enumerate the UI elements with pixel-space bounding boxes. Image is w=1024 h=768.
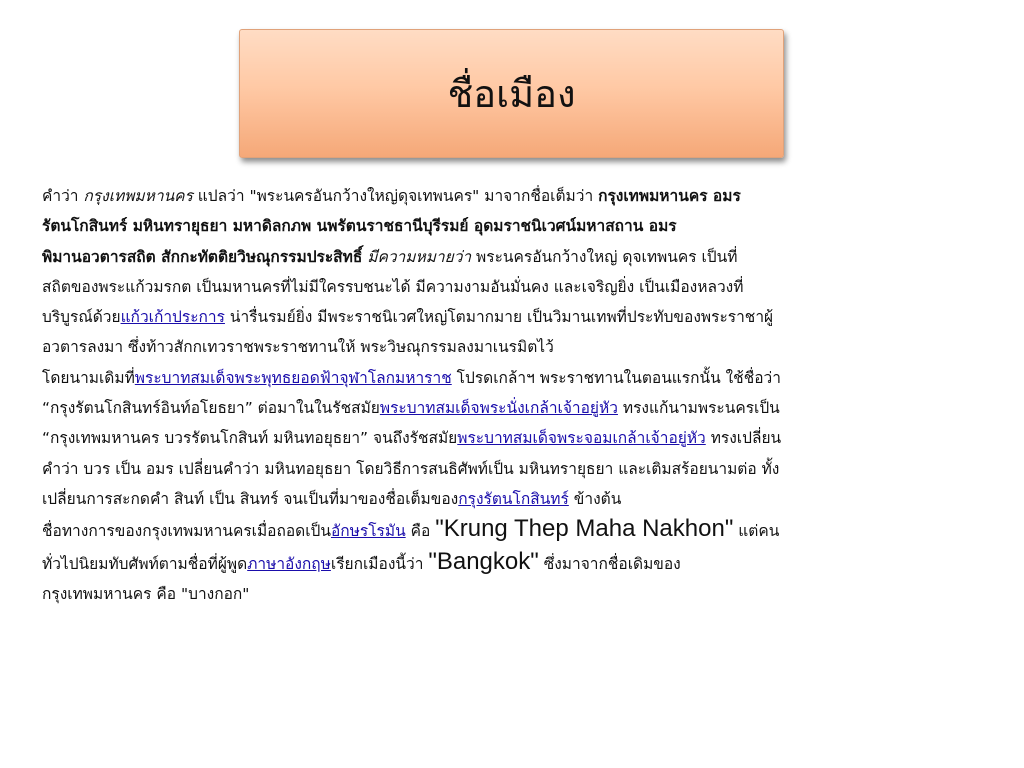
- romanized-name: "Krung Thep Maha Nakhon": [435, 515, 734, 543]
- text-run: คือ: [405, 522, 436, 541]
- link-rama-iii[interactable]: พระบาทสมเด็จพระนั่งเกล้าเจ้าอยู่หัว: [379, 399, 618, 418]
- text-run: โปรดเกล้าฯ พระราชทานในตอนแรกนั้น ใช้ชื่อว่า: [451, 368, 781, 387]
- body-text: [42, 181, 992, 609]
- text-line: [42, 393, 992, 423]
- text-line: สถิตของพระแก้วมรกต เป็นมหานครที่ไม่มีใครรบชนะได้ มีความงามอันมั่นคง และเจริญยิ่ง เป็นเมืองหลวงที่: [42, 277, 744, 296]
- text-run: “กรุงเทพมหานคร บวรรัตนโกสินท์ มหินทอยุธยา” จนถึงรัชสมัย: [42, 429, 458, 448]
- text-run: “กรุงรัตนโกสินทร์อินท์อโยธยา” ต่อมาในในรัชสมัย: [42, 399, 380, 418]
- text-run: ทรงแก้นามพระนครเป็น: [617, 399, 780, 418]
- english-name: "Bangkok": [428, 547, 539, 575]
- text-run: พระนครอันกว้างใหญ่ ดุจเทพนคร เป็นที่: [471, 247, 738, 266]
- text-line: กรุงเทพมหานคร คือ "บางกอก": [42, 584, 250, 603]
- text-run: เปลี่ยนการสะกดคำ สินท์ เป็น สินทร์ จนเป็นที่มาของชื่อเต็มของ: [42, 489, 459, 508]
- text-run: คำว่า: [42, 187, 84, 205]
- bold-full-name-line: รัตนโกสินทร์ มหินทรายุธยา มหาดิลกภพ นพรัตนราชธานีบุรีรมย์ อุดมราชนิเวศน์มหาสถาน อมร: [42, 217, 677, 236]
- text-run: ซึ่งมาจากชื่อเดิมของ: [538, 554, 681, 573]
- bold-full-name: พิมานอวตารสถิต สักกะทัตติยวิษณุกรรมประสิทธิ์: [42, 247, 363, 266]
- text-line: [42, 181, 992, 211]
- text-run: แต่คน: [733, 522, 780, 541]
- link-romanization[interactable]: อักษรโรมัน: [330, 522, 406, 541]
- text-line: [42, 302, 992, 332]
- link-rama-iv[interactable]: พระบาทสมเด็จพระจอมเกล้าเจ้าอยู่หัว: [457, 429, 706, 448]
- link-nine-gems[interactable]: แก้วเก้าประการ: [120, 308, 225, 327]
- text-run: บริบูรณ์ด้วย: [42, 308, 121, 327]
- text-line: [42, 514, 992, 546]
- text-run: เรียกเมืองนี้ว่า: [330, 554, 429, 573]
- text-run: ชื่อทางการของกรุงเทพมหานครเมื่อถอดเป็น: [42, 522, 331, 541]
- text-line: [42, 423, 992, 453]
- text-line: [42, 547, 992, 579]
- title-banner: [239, 29, 784, 158]
- italic-term: กรุงเทพมหานคร: [83, 187, 193, 205]
- text-run: น่ารื่นรมย์ยิ่ง มีพระราชนิเวศใหญ่โตมากมาย เป็นวิมานเทพที่ประทับของพระราชาผู้: [224, 308, 774, 327]
- link-rama-i[interactable]: พระบาทสมเด็จพระพุทธยอดฟ้าจุฬาโลกมหาราช: [134, 368, 452, 387]
- text-run: ข้างต้น: [568, 489, 622, 508]
- text-line: [42, 242, 992, 272]
- text-run: โดยนามเดิมที่: [42, 368, 135, 387]
- text-line: อวตารลงมา ซึ่งท้าวสักกเทวราชพระราชทานให้ พระวิษณุกรรมลงมาเนรมิตไว้: [42, 338, 554, 357]
- slide-title: ชื่อเมือง: [447, 72, 576, 116]
- text-line: [42, 363, 992, 393]
- bold-full-name: กรุงเทพมหานคร อมร: [598, 187, 741, 205]
- text-line: คำว่า บวร เป็น อมร เปลี่ยนคำว่า มหินทอยุธยา โดยวิธีการสนธิศัพท์เป็น มหินทรายุธยา และเติมสร้อยนามต่อ ทั้ง: [42, 459, 780, 478]
- italic-term: มีความหมายว่า: [367, 247, 472, 266]
- text-line: [42, 484, 992, 514]
- text-run: ทรงเปลี่ยน: [705, 429, 782, 448]
- text-run: แปลว่า "พระนครอันกว้างใหญ่ดุจเทพนคร" มาจากชื่อเต็มว่า: [192, 187, 599, 205]
- link-english-language[interactable]: ภาษาอังกฤษ: [247, 554, 331, 573]
- link-rattanakosin[interactable]: กรุงรัตนโกสินทร์: [458, 489, 569, 508]
- text-run: ทั่วไปนิยมทับศัพท์ตามชื่อที่ผู้พูด: [42, 554, 248, 573]
